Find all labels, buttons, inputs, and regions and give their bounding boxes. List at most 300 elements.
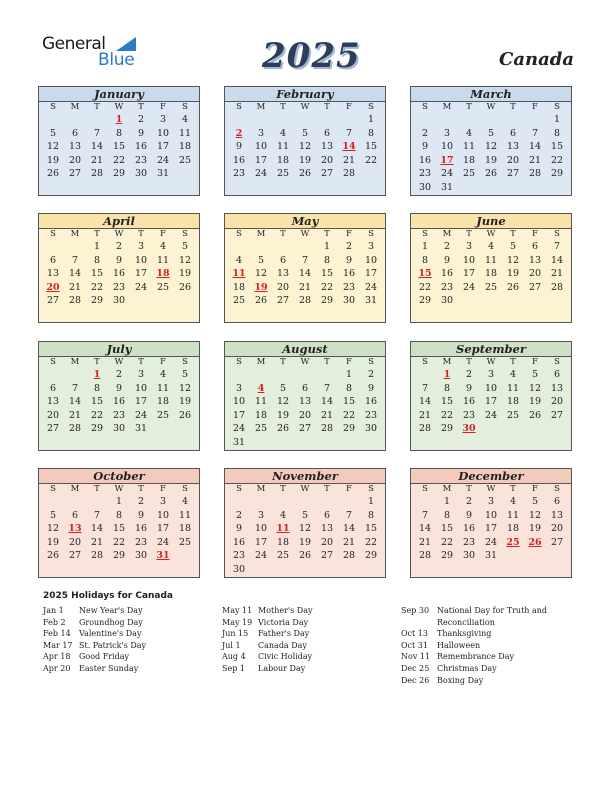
day-cell: 29 — [320, 295, 334, 306]
day-cell: 19 — [298, 536, 312, 548]
day-cell: 12 — [298, 141, 312, 152]
weekday-label: W — [114, 484, 124, 494]
day-grid — [39, 229, 199, 308]
day-cell: 5 — [487, 127, 495, 139]
holiday-day-cell: 14 — [342, 141, 356, 152]
empty-day-cell — [64, 240, 86, 254]
day-cell: 20 — [550, 396, 564, 407]
day-cell: 26 — [484, 168, 498, 179]
day-cell: 23 — [232, 168, 246, 179]
day-cell: 29 — [90, 423, 104, 434]
day-cell: 12 — [276, 396, 290, 407]
holiday-name: Father's Day — [258, 629, 310, 639]
weekday-label: M — [70, 484, 80, 494]
day-cell: 23 — [462, 409, 476, 421]
day-cell: 27 — [46, 423, 60, 434]
day-cell: 15 — [440, 396, 454, 407]
day-cell: 16 — [462, 523, 476, 534]
month-name: July — [39, 342, 199, 357]
day-cell: 5 — [49, 127, 57, 139]
day-cell: 9 — [443, 254, 451, 266]
day-cell: 11 — [462, 141, 476, 152]
day-cell: 3 — [487, 369, 495, 380]
day-cell: 16 — [364, 396, 378, 407]
day-cell: 27 — [550, 409, 564, 421]
holiday-item — [222, 605, 385, 617]
day-cell: 8 — [345, 382, 353, 394]
day-cell: 25 — [462, 168, 476, 179]
day-cell: 12 — [46, 523, 60, 534]
day-cell: 10 — [232, 396, 246, 407]
holiday-date: May 11 — [222, 606, 253, 615]
holiday-day-cell: 4 — [257, 382, 265, 394]
day-cell: 26 — [528, 409, 542, 421]
day-cell: 6 — [301, 382, 309, 394]
day-cell: 28 — [90, 168, 104, 179]
weekday-label: W — [114, 102, 124, 112]
weekday-label: S — [368, 102, 374, 112]
day-cell: 28 — [418, 423, 432, 434]
day-cell: 30 — [462, 550, 476, 561]
day-cell: 11 — [506, 509, 520, 521]
day-cell: 15 — [320, 268, 334, 279]
day-cell: 3 — [159, 114, 167, 125]
day-cell: 15 — [440, 523, 454, 534]
day-cell: 7 — [323, 382, 331, 394]
day-cell: 29 — [342, 423, 356, 434]
empty-day-cell — [228, 240, 250, 254]
weekday-label: M — [70, 229, 80, 239]
weekday-label: S — [422, 357, 428, 367]
day-cell: 20 — [68, 154, 82, 166]
holiday-day-cell: 2 — [235, 127, 243, 139]
day-cell: 28 — [68, 423, 82, 434]
day-cell: 1 — [421, 241, 429, 252]
day-cell: 3 — [443, 127, 451, 139]
day-grid — [225, 229, 385, 308]
month-name: January — [39, 87, 199, 102]
weekday-label: T — [138, 357, 144, 367]
empty-day-cell — [86, 495, 108, 509]
holiday-date: Feb 2 — [43, 617, 66, 627]
empty-day-cell — [338, 495, 360, 509]
day-cell: 1 — [553, 114, 561, 125]
day-cell: 30 — [112, 295, 126, 306]
day-cell: 2 — [345, 241, 353, 252]
day-cell: 18 — [506, 396, 520, 407]
holiday-item — [401, 640, 564, 652]
day-cell: 21 — [320, 409, 334, 421]
month-name: August — [225, 342, 385, 357]
day-cell: 18 — [232, 281, 246, 293]
day-cell: 9 — [137, 127, 145, 139]
day-cell: 2 — [421, 127, 429, 139]
day-cell: 18 — [276, 154, 290, 166]
day-cell: 22 — [112, 536, 126, 548]
holiday-item — [401, 663, 564, 675]
day-cell: 3 — [137, 241, 145, 252]
holiday-name: New Year's Day — [79, 606, 143, 615]
holiday-day-cell: 31 — [156, 550, 170, 561]
weekday-label: S — [236, 229, 242, 239]
holiday-name: Valentine's Day — [79, 629, 142, 639]
holiday-day-cell: 13 — [68, 523, 82, 534]
empty-day-cell — [294, 368, 316, 382]
day-cell: 31 — [364, 295, 378, 306]
day-cell: 19 — [298, 154, 312, 166]
weekday-label: S — [554, 102, 560, 112]
day-cell: 16 — [418, 154, 432, 166]
weekday-label: F — [532, 102, 538, 112]
day-cell: 12 — [46, 141, 60, 152]
day-cell: 6 — [323, 509, 331, 521]
day-cell: 16 — [232, 154, 246, 166]
weekday-label: T — [466, 484, 472, 494]
weekday-label: M — [256, 484, 266, 494]
day-cell: 19 — [506, 268, 520, 279]
day-cell: 28 — [90, 550, 104, 561]
day-cell: 23 — [364, 409, 378, 421]
empty-day-cell — [228, 495, 250, 509]
day-cell: 13 — [276, 268, 290, 279]
day-cell: 6 — [279, 254, 287, 266]
day-cell: 29 — [112, 168, 126, 179]
weekday-label: T — [324, 357, 330, 367]
empty-day-cell — [316, 495, 338, 509]
day-cell: 24 — [254, 168, 268, 179]
holiday-item — [43, 605, 206, 617]
day-cell: 2 — [465, 496, 473, 507]
weekday-label: W — [300, 229, 310, 239]
day-cell: 21 — [550, 268, 564, 279]
month-february — [224, 86, 386, 196]
day-cell: 1 — [367, 496, 375, 507]
weekday-label: M — [70, 357, 80, 367]
day-cell: 23 — [342, 281, 356, 293]
holiday-date: Sep 1 — [222, 663, 245, 673]
holiday-name: National Day for Truth and Reconciliation — [437, 606, 548, 627]
weekday-label: T — [324, 484, 330, 494]
day-cell: 7 — [93, 509, 101, 521]
day-cell: 9 — [421, 141, 429, 152]
day-cell: 9 — [115, 254, 123, 266]
holiday-name: Groundhog Day — [79, 617, 143, 627]
day-cell: 29 — [90, 295, 104, 306]
day-grid — [39, 102, 199, 181]
weekday-label: F — [160, 229, 166, 239]
holiday-date: Jun 15 — [222, 629, 249, 639]
month-name: June — [411, 214, 571, 229]
weekday-label: T — [280, 102, 286, 112]
day-cell: 17 — [254, 154, 268, 166]
day-cell: 22 — [440, 536, 454, 548]
day-cell: 7 — [345, 127, 353, 139]
day-cell: 27 — [320, 550, 334, 561]
day-cell: 13 — [298, 396, 312, 407]
day-cell: 19 — [178, 268, 192, 279]
day-cell: 26 — [46, 168, 60, 179]
weekday-label: S — [554, 229, 560, 239]
holiday-name: Easter Sunday — [79, 663, 139, 673]
day-cell: 22 — [550, 154, 564, 166]
day-cell: 14 — [342, 523, 356, 534]
day-cell: 13 — [550, 382, 564, 394]
weekday-label: M — [256, 357, 266, 367]
day-cell: 21 — [418, 409, 432, 421]
holiday-item — [222, 663, 385, 675]
empty-day-cell — [272, 368, 294, 382]
empty-day-cell — [272, 495, 294, 509]
weekday-label: S — [50, 102, 56, 112]
day-cell: 10 — [254, 523, 268, 534]
day-cell: 25 — [178, 536, 192, 548]
day-cell: 22 — [440, 409, 454, 421]
weekday-label: T — [280, 484, 286, 494]
day-cell: 25 — [156, 281, 170, 293]
day-cell: 4 — [159, 241, 167, 252]
day-cell: 8 — [93, 254, 101, 266]
holiday-column — [43, 605, 206, 675]
day-cell: 3 — [257, 509, 265, 521]
day-cell: 23 — [232, 550, 246, 561]
weekday-label: W — [114, 357, 124, 367]
holiday-date: Apr 18 — [43, 652, 71, 662]
holiday-day-cell: 15 — [418, 268, 432, 279]
day-cell: 6 — [49, 382, 57, 394]
day-cell: 8 — [115, 509, 123, 521]
weekday-label: F — [532, 229, 538, 239]
holiday-item — [401, 651, 564, 663]
weekday-label: F — [532, 357, 538, 367]
empty-day-cell — [272, 113, 294, 127]
day-cell: 24 — [364, 281, 378, 293]
weekday-label: S — [368, 229, 374, 239]
day-cell: 30 — [440, 295, 454, 306]
weekday-label: S — [554, 357, 560, 367]
day-grid — [411, 484, 571, 563]
day-cell: 12 — [484, 141, 498, 152]
day-cell: 31 — [156, 168, 170, 179]
day-cell: 13 — [506, 141, 520, 152]
holiday-item — [43, 640, 206, 652]
day-cell: 23 — [462, 536, 476, 548]
day-cell: 22 — [364, 154, 378, 166]
day-cell: 23 — [440, 281, 454, 293]
holiday-day-cell: 20 — [46, 281, 60, 293]
empty-day-cell — [42, 240, 64, 254]
day-cell: 15 — [364, 141, 378, 152]
day-cell: 4 — [235, 254, 243, 266]
day-cell: 15 — [90, 268, 104, 279]
holiday-column — [401, 605, 564, 686]
day-cell: 6 — [49, 254, 57, 266]
day-cell: 16 — [232, 536, 246, 548]
month-name: May — [225, 214, 385, 229]
day-cell: 15 — [112, 523, 126, 534]
holiday-item — [222, 628, 385, 640]
day-cell: 12 — [254, 268, 268, 279]
day-cell: 29 — [440, 423, 454, 434]
day-cell: 24 — [484, 536, 498, 548]
empty-day-cell — [64, 495, 86, 509]
holiday-name: Thanksgiving — [437, 629, 492, 639]
holiday-name: Civic Holiday — [258, 652, 313, 662]
day-cell: 26 — [276, 423, 290, 434]
day-cell: 29 — [112, 550, 126, 561]
day-cell: 11 — [156, 382, 170, 394]
day-cell: 11 — [506, 382, 520, 394]
weekday-label: S — [554, 484, 560, 494]
day-cell: 27 — [68, 168, 82, 179]
day-cell: 21 — [90, 154, 104, 166]
weekday-label: F — [346, 229, 352, 239]
weekday-label: T — [466, 357, 472, 367]
empty-day-cell — [294, 240, 316, 254]
day-cell: 27 — [298, 423, 312, 434]
weekday-label: W — [486, 229, 496, 239]
day-cell: 17 — [232, 409, 246, 421]
day-cell: 9 — [115, 382, 123, 394]
empty-day-cell — [414, 113, 436, 127]
month-may — [224, 213, 386, 323]
holiday-name: Christmas Day — [437, 663, 497, 673]
weekday-label: S — [50, 484, 56, 494]
day-cell: 2 — [443, 241, 451, 252]
weekday-label: S — [236, 357, 242, 367]
day-cell: 20 — [320, 154, 334, 166]
holiday-column — [222, 605, 385, 675]
holiday-day-cell: 11 — [276, 523, 290, 534]
holiday-day-cell: 1 — [443, 369, 451, 380]
day-cell: 6 — [323, 127, 331, 139]
holiday-name: Labour Day — [258, 663, 306, 673]
holiday-date: May 19 — [222, 617, 253, 627]
day-cell: 18 — [254, 409, 268, 421]
day-cell: 17 — [156, 141, 170, 152]
holiday-day-cell: 19 — [254, 281, 268, 293]
day-cell: 16 — [134, 141, 148, 152]
weekday-label: T — [280, 357, 286, 367]
month-june — [410, 213, 572, 323]
day-cell: 22 — [90, 409, 104, 421]
holiday-date: Nov 11 — [401, 652, 431, 662]
day-cell: 10 — [156, 127, 170, 139]
weekday-label: T — [324, 102, 330, 112]
month-name: February — [225, 87, 385, 102]
weekday-label: T — [324, 229, 330, 239]
day-cell: 22 — [418, 281, 432, 293]
holiday-day-cell: 1 — [93, 369, 101, 380]
weekday-label: W — [486, 484, 496, 494]
day-cell: 5 — [531, 496, 539, 507]
day-cell: 23 — [418, 168, 432, 179]
day-cell: 14 — [320, 396, 334, 407]
month-name: October — [39, 469, 199, 484]
day-cell: 30 — [418, 181, 432, 193]
month-december — [410, 468, 572, 578]
day-cell: 23 — [134, 536, 148, 548]
day-cell: 28 — [342, 550, 356, 561]
day-cell: 2 — [235, 509, 243, 521]
day-cell: 24 — [440, 168, 454, 179]
day-cell: 13 — [46, 268, 60, 279]
day-cell: 22 — [342, 409, 356, 421]
holiday-name: Canada Day — [258, 640, 307, 650]
calendar-year: 2025 — [262, 36, 361, 76]
empty-day-cell — [42, 368, 64, 382]
day-cell: 11 — [178, 509, 192, 521]
day-cell: 27 — [550, 536, 564, 548]
day-cell: 30 — [134, 168, 148, 179]
day-cell: 9 — [235, 523, 243, 534]
day-grid — [225, 102, 385, 181]
day-cell: 10 — [254, 141, 268, 152]
day-cell: 30 — [232, 563, 246, 575]
day-cell: 30 — [112, 423, 126, 434]
day-cell: 5 — [279, 382, 287, 394]
logo-triangle-icon — [116, 37, 136, 51]
holiday-date: Dec 26 — [401, 675, 430, 685]
day-cell: 5 — [181, 241, 189, 252]
holidays-title: 2025 Holidays for Canada — [43, 591, 174, 601]
holiday-date: Mar 17 — [43, 640, 73, 650]
empty-day-cell — [86, 113, 108, 127]
holiday-date: Aug 4 — [222, 652, 246, 662]
day-cell: 5 — [49, 509, 57, 521]
month-name: November — [225, 469, 385, 484]
day-cell: 18 — [156, 396, 170, 407]
day-cell: 26 — [298, 550, 312, 561]
day-cell: 15 — [364, 523, 378, 534]
month-name: December — [411, 469, 571, 484]
day-cell: 7 — [531, 127, 539, 139]
day-grid — [39, 484, 199, 563]
weekday-label: F — [532, 484, 538, 494]
day-cell: 21 — [342, 536, 356, 548]
day-cell: 19 — [528, 396, 542, 407]
day-cell: 10 — [484, 382, 498, 394]
day-cell: 12 — [528, 509, 542, 521]
day-cell: 5 — [301, 127, 309, 139]
day-cell: 7 — [421, 382, 429, 394]
holiday-day-cell: 1 — [115, 114, 123, 125]
day-cell: 1 — [345, 369, 353, 380]
day-cell: 14 — [90, 141, 104, 152]
day-cell: 19 — [528, 523, 542, 534]
day-cell: 26 — [254, 295, 268, 306]
day-cell: 21 — [68, 409, 82, 421]
day-cell: 10 — [440, 141, 454, 152]
day-cell: 28 — [320, 423, 334, 434]
weekday-label: F — [346, 102, 352, 112]
day-cell: 21 — [90, 536, 104, 548]
empty-day-cell — [316, 113, 338, 127]
day-cell: 5 — [181, 369, 189, 380]
day-cell: 1 — [115, 496, 123, 507]
empty-day-cell — [250, 368, 272, 382]
logo-text-blue: Blue — [98, 50, 135, 70]
day-cell: 14 — [550, 254, 564, 266]
weekday-label: W — [300, 484, 310, 494]
day-cell: 15 — [342, 396, 356, 407]
day-cell: 17 — [462, 268, 476, 279]
day-cell: 28 — [68, 295, 82, 306]
day-cell: 10 — [134, 382, 148, 394]
empty-day-cell — [414, 368, 436, 382]
holiday-item — [222, 640, 385, 652]
day-cell: 21 — [528, 154, 542, 166]
day-cell: 23 — [112, 281, 126, 293]
